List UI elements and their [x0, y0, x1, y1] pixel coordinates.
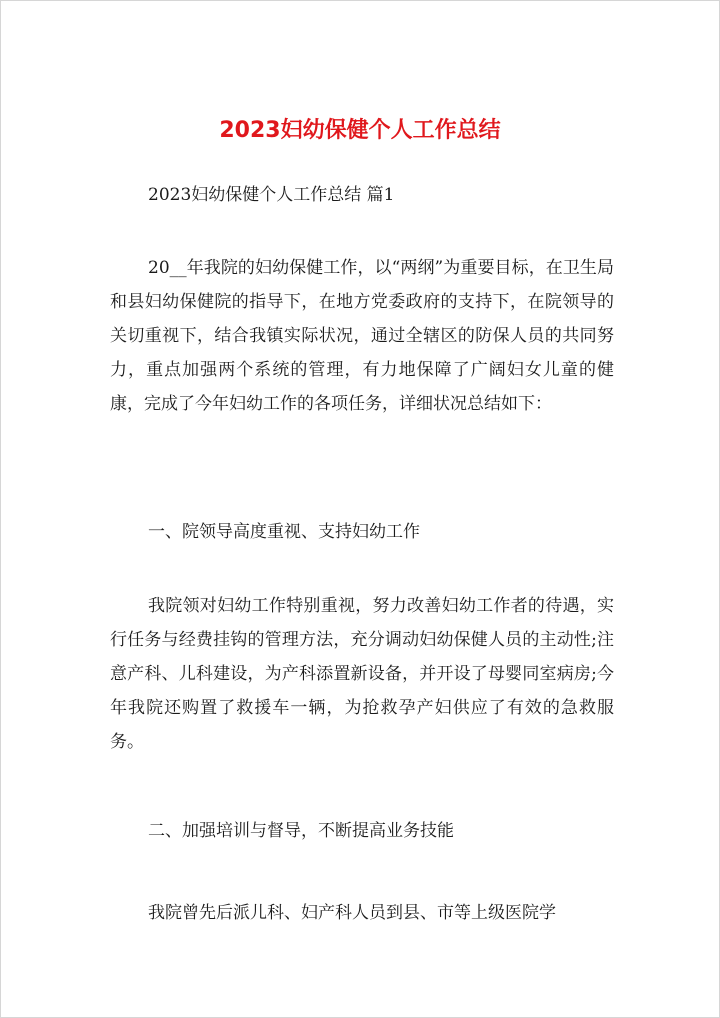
- paragraph-2: 我院领对妇幼工作特别重视，努力改善妇幼工作者的待遇，实行任务与经费挂钩的管理方法，充分调动妇幼保健人员的主动性;注意产科、儿科建设，为产科添置新设备，并开设了母婴同室病房;今年我院还购置了救援车一辆，为抢救孕产妇供应了有效的急救服务。: [110, 596, 614, 752]
- paragraph-1: 20__年我院的妇幼保健工作，以“两纲”为重要目标，在卫生局和县妇幼保健院的指导下，在地方党委政府的支持下，在院领导的关切重视下，结合我镇实际状况，通过全辖区的防保人员的共同努力，重点加强两个系统的管理，有力地保障了广阔妇女儿童的健康，完成了今年妇幼工作的各项任务，详细状况总结如下：: [110, 258, 614, 414]
- document-title: 2023妇幼保健个人工作总结: [219, 118, 501, 143]
- document-subtitle: 2023妇幼保健个人工作总结 篇1: [148, 185, 395, 205]
- section-heading-2: 二、加强培训与督导，不断提高业务技能: [148, 821, 454, 841]
- paragraph-3: 我院曾先后派儿科、妇产科人员到县、市等上级医院学: [148, 903, 556, 923]
- section-heading-1: 一、院领导高度重视、支持妇幼工作: [148, 522, 420, 542]
